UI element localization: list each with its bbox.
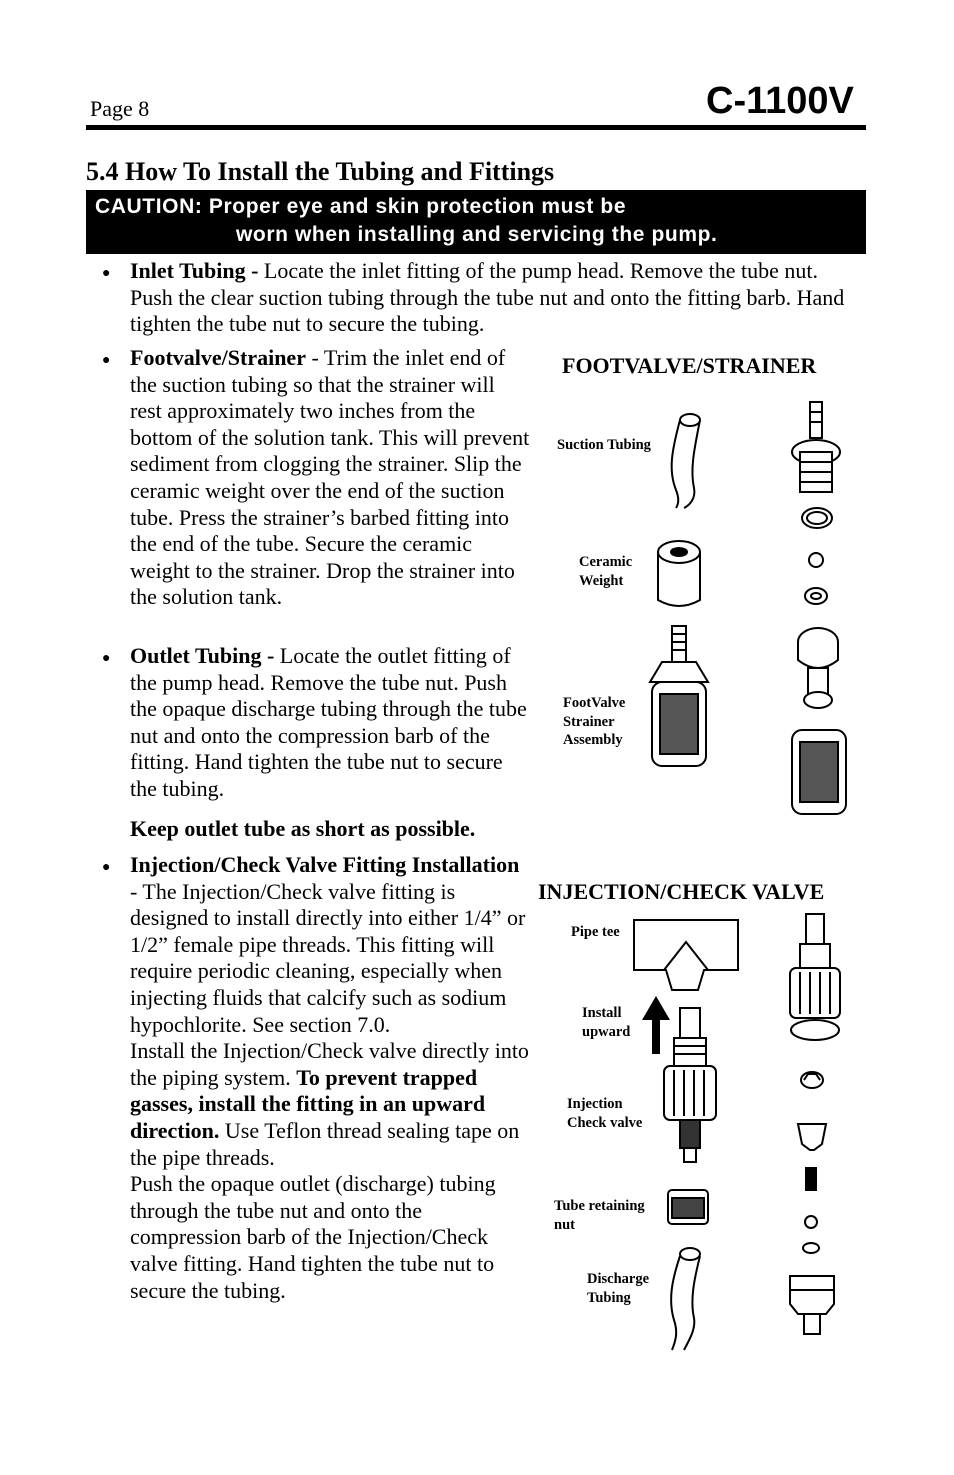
- check-valve-illustration: [664, 1008, 716, 1162]
- footvalve-title: Footvalve/Strainer: [130, 345, 306, 370]
- injection-title: Injection/Check Valve Fitting Installation: [130, 852, 520, 877]
- injection-exploded-parts: [790, 914, 840, 1334]
- bullet-dot: ●: [102, 266, 111, 281]
- footvalve-text: - Trim the inlet end of the suction tubing so that the strainer will rest approximately two inches from the bottom of the solution tank. This will prevent sediment from clogging the strainer. Slip the ceramic weight over the end of the suction tube. Press the strainer’s barbed fitting into the end of the tube. Secure the ceramic weight to the strainer. Drop the strainer into the solution tank.: [130, 345, 530, 610]
- tube-nut-label: Tube retaining nut: [554, 1198, 645, 1233]
- injection-text-1: - The Injection/Check valve fitting is designed to install directly into either 1/4” or 1/2” female pipe threads. This fitting will require periodic cleaning, especially when injecting fluids that calcify such as sodium hypochlorite. See section 7.0.: [130, 878, 526, 1037]
- check-valve-label: Injection Check valve: [567, 1096, 643, 1131]
- tube-nut-illustration: [668, 1190, 708, 1224]
- injection-bold-warning: To prevent trapped gasses, install the fitting in an upward direction.: [130, 1064, 486, 1143]
- bullet-dot: ●: [102, 651, 111, 666]
- discharge-tubing-label: Discharge Tubing: [587, 1271, 650, 1306]
- pipe-tee-illustration: [634, 920, 738, 990]
- page-number: Page 8: [90, 96, 150, 121]
- outlet-tubing-title: Outlet Tubing -: [130, 643, 275, 668]
- keep-outlet-note: Keep outlet tube as short as possible.: [130, 816, 476, 841]
- injection-text-4: Push the opaque outlet (discharge) tubing through the tube nut and onto the compression barb of the Injection/Check valve fitting. Hand tighten the tube nut to secure the tubing.: [130, 1171, 496, 1303]
- injection-diagram-title: INJECTION/CHECK VALVE: [538, 879, 825, 904]
- install-upward-label: Install upward: [582, 1005, 631, 1040]
- ceramic-weight-label: Ceramic Weight: [579, 554, 633, 589]
- outlet-tubing-text: Locate the outlet fitting of the pump head. Remove the tube nut. Push the opaque discharge tubing through the tube nut and onto the compression barb of the fitting. Hand tighten the tube nut to secure the tubing.: [130, 643, 527, 801]
- suction-tubing-label: Suction Tubing: [557, 437, 651, 453]
- model-title: C-1100V: [706, 80, 854, 122]
- injection-text-2: Install the Injection/Check valve directly into the piping system.: [130, 1038, 529, 1090]
- injection-text-3: Use Teflon thread sealing tape on the pipe threads.: [130, 1117, 520, 1170]
- inlet-tubing-text: Locate the inlet fitting of the pump head. Remove the tube nut. Push the clear suction tubing through the tube nut and onto the fitting barb. Hand tighten the tube nut to secure the tubing.: [130, 258, 845, 337]
- caution-line-2: worn when installing and servicing the pump.: [236, 223, 718, 246]
- footvalve-assembly-label: FootValve Strainer Assembly: [563, 695, 626, 748]
- footvalve-diagram-title: FOOTVALVE/STRAINER: [562, 353, 817, 378]
- section-title: 5.4 How To Install the Tubing and Fittings: [86, 157, 555, 186]
- install-upward-arrow-icon: [642, 996, 670, 1054]
- caution-line-1: CAUTION: Proper eye and skin protection must be: [95, 195, 627, 218]
- pipe-tee-label: Pipe tee: [571, 924, 620, 940]
- discharge-tubing-illustration: [671, 1248, 700, 1350]
- inlet-tubing-title: Inlet Tubing -: [130, 258, 259, 283]
- bullet-dot: ●: [102, 860, 111, 875]
- bullet-dot: ●: [102, 353, 111, 368]
